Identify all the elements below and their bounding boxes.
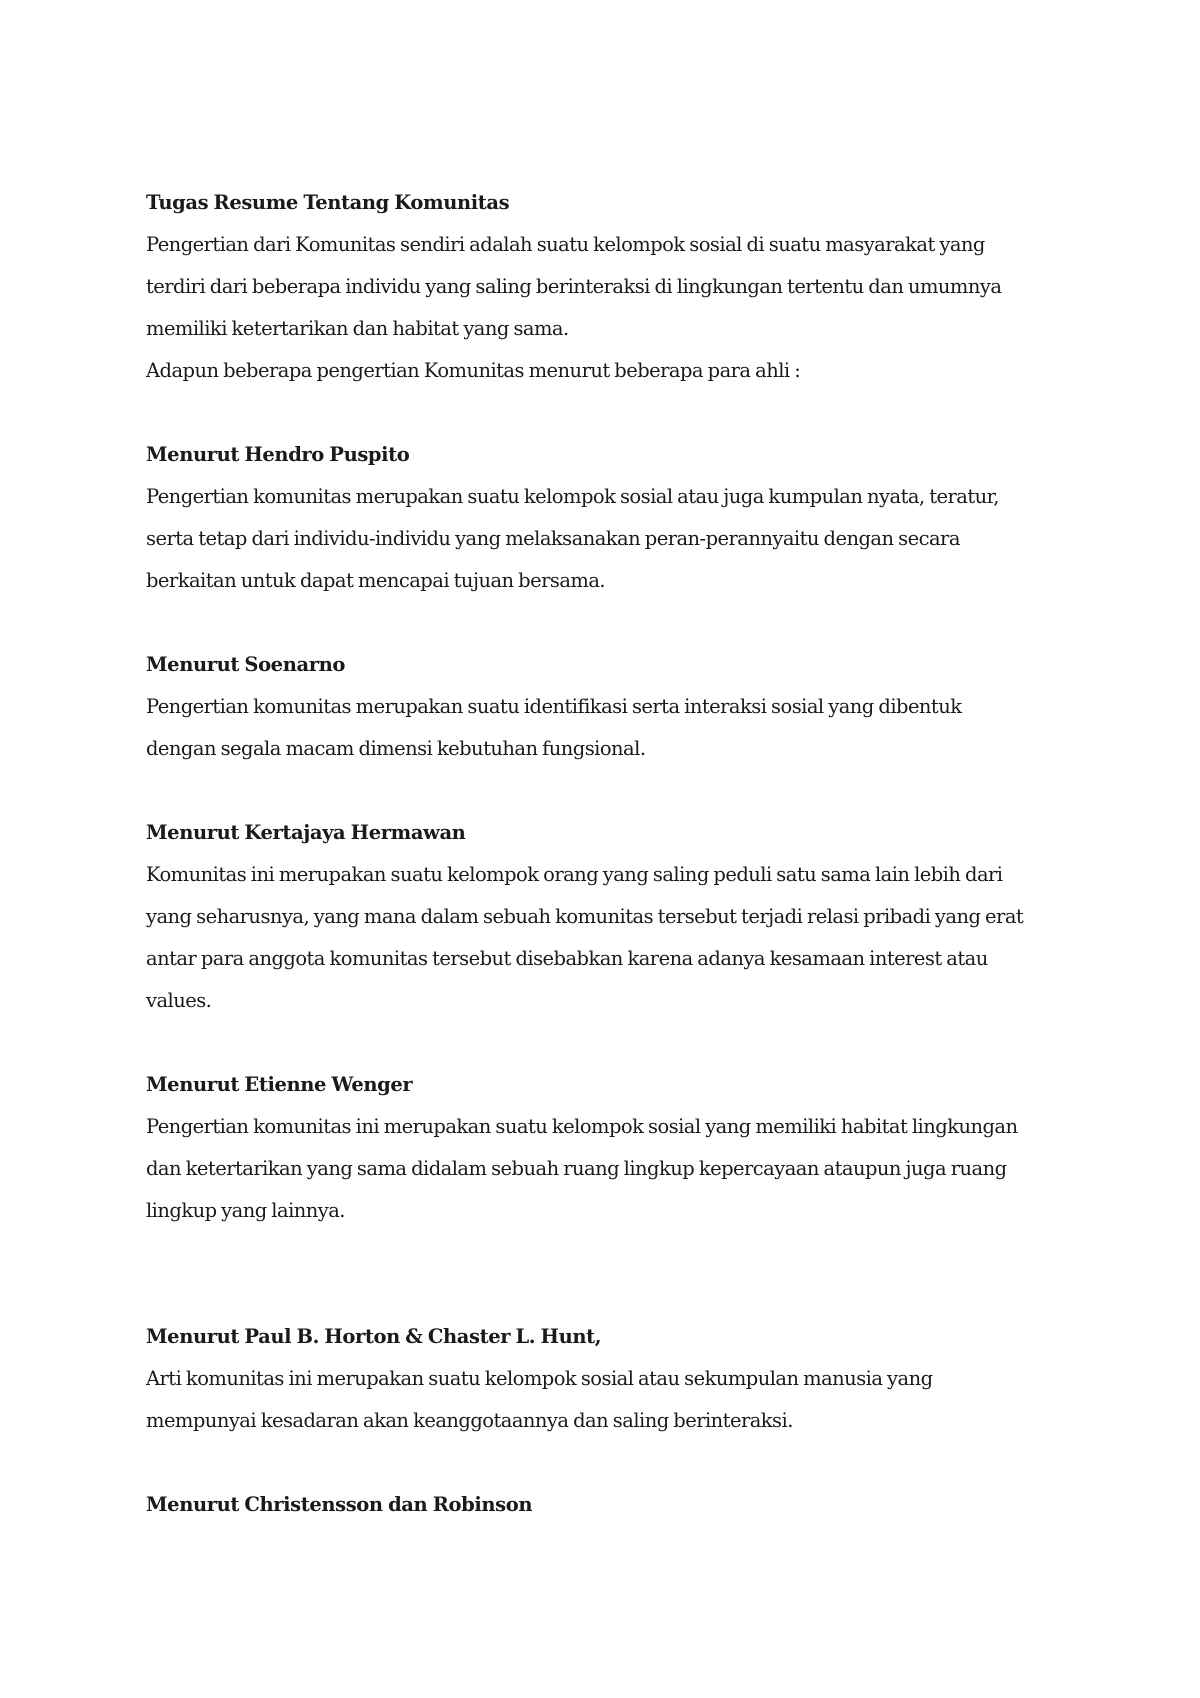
section-line: berkaitan untuk dapat mencapai tujuan bersama. — [146, 569, 606, 592]
section-line: values. — [146, 989, 212, 1012]
section-line: Arti komunitas ini merupakan suatu kelompok sosial atau sekumpulan manusia yang — [146, 1367, 933, 1390]
paragraph-gap — [146, 1442, 1076, 1484]
section-line: antar para anggota komunitas tersebut disebabkan karena adanya kesamaan interest atau — [146, 947, 988, 970]
section-line: dengan segala macam dimensi kebutuhan fungsional. — [146, 737, 646, 760]
section-heading: Menurut Paul B. Horton & Chaster L. Hunt, — [146, 1325, 602, 1348]
document-body — [146, 182, 1076, 1526]
intro-line: terdiri dari beberapa individu yang saling berinteraksi di lingkungan tertentu dan umumnya — [146, 275, 1002, 298]
intro-line: memiliki ketertarikan dan habitat yang sama. — [146, 317, 569, 340]
paragraph-gap — [146, 1022, 1076, 1064]
section-heading: Menurut Hendro Puspito — [146, 443, 410, 466]
section-line: Pengertian komunitas ini merupakan suatu kelompok sosial yang memiliki habitat lingkungan — [146, 1115, 1018, 1138]
section-heading: Menurut Soenarno — [146, 653, 345, 676]
paragraph-gap — [146, 770, 1076, 812]
section-line: mempunyai kesadaran akan keanggotaannya dan saling berinteraksi. — [146, 1409, 793, 1432]
section-heading: Menurut Etienne Wenger — [146, 1073, 413, 1096]
section-line: dan ketertarikan yang sama didalam sebuah ruang lingkup kepercayaan ataupun juga ruang — [146, 1157, 1007, 1180]
paragraph-gap — [146, 602, 1076, 644]
section-line: Pengertian komunitas merupakan suatu identifikasi serta interaksi sosial yang dibentuk — [146, 695, 962, 718]
paragraph-gap — [146, 392, 1076, 434]
intro-line: Adapun beberapa pengertian Komunitas menurut beberapa para ahli : — [146, 359, 801, 382]
document-title: Tugas Resume Tentang Komunitas — [146, 191, 510, 214]
section-heading: Menurut Christensson dan Robinson — [146, 1493, 533, 1516]
section-line: serta tetap dari individu-individu yang melaksanakan peran-perannyaitu dengan secara — [146, 527, 960, 550]
paragraph-gap — [146, 1232, 1076, 1316]
intro-line: Pengertian dari Komunitas sendiri adalah suatu kelompok sosial di suatu masyarakat yang — [146, 233, 985, 256]
section-heading: Menurut Kertajaya Hermawan — [146, 821, 466, 844]
section-line: yang seharusnya, yang mana dalam sebuah komunitas tersebut terjadi relasi pribadi yang erat — [146, 905, 1024, 928]
section-line: lingkup yang lainnya. — [146, 1199, 345, 1222]
section-line: Pengertian komunitas merupakan suatu kelompok sosial atau juga kumpulan nyata, teratur, — [146, 485, 999, 508]
section-line: Komunitas ini merupakan suatu kelompok orang yang saling peduli satu sama lain lebih dari — [146, 863, 1003, 886]
